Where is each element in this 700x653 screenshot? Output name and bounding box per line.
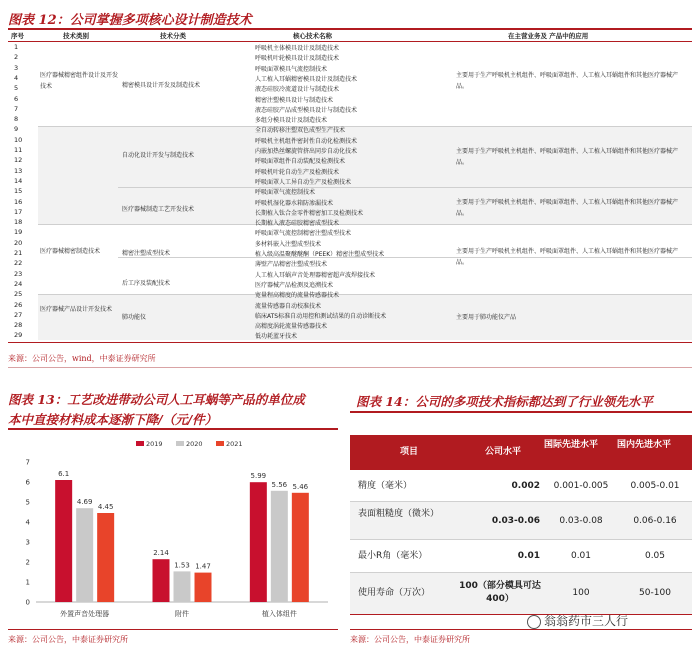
y-tick-label: 2 <box>25 558 30 567</box>
core-tech-name: 呼吸面罩气流控制技术 <box>255 189 316 197</box>
core-tech-name: 呼吸面罩气流控制精密注塑成型技术 <box>255 230 352 238</box>
core-tech-name: 高精度涡轮流量传感器技术 <box>255 323 328 331</box>
legend-label: 2021 <box>226 440 243 448</box>
x-tick-label: 植入体组件 <box>261 610 297 618</box>
row-number: 28 <box>14 321 23 330</box>
core-tech-name: 呼吸机湿化器水箱防渗漏技术 <box>255 199 334 207</box>
fig13-source: 来源：公司公告，中泰证券研究所 <box>8 635 128 644</box>
row-number: 20 <box>14 238 23 247</box>
row-domestic: 0.05 <box>644 551 666 561</box>
row-international: 0.001-0.005 <box>553 481 609 491</box>
row-number: 3 <box>14 63 19 72</box>
row-divider <box>8 342 692 343</box>
bar-value-label: 2.14 <box>153 549 169 558</box>
header-company: 公司水平 <box>484 447 521 457</box>
fig13-bottom-rule <box>8 629 338 630</box>
category-c: 医疗器械产品设计开发技术 <box>40 306 113 313</box>
core-tech-name: 呼吸面罩组件自动装配及检测技术 <box>255 158 346 166</box>
header-item: 项目 <box>399 447 418 457</box>
bar-value-label: 1.47 <box>195 562 211 571</box>
y-tick-label: 1 <box>25 578 30 587</box>
subclass-2: 自动化设计开发与制造技术 <box>122 152 195 159</box>
row-number: 1 <box>14 43 19 51</box>
core-tech-name: 多组分模具设计及制造技术 <box>255 117 328 125</box>
row-number: 19 <box>14 228 23 237</box>
fig13-title-rule <box>8 428 338 430</box>
bar-value-label: 6.1 <box>58 470 70 478</box>
core-tech-name: 内嵌加热丝螺旋管挤出同步自动化技术 <box>255 148 358 155</box>
bar <box>250 482 267 602</box>
fig14-header-row <box>350 435 692 470</box>
core-tech-name: 呼吸面罩模具气流控制技术 <box>255 65 328 73</box>
row-number: 16 <box>14 197 23 206</box>
y-tick-label: 6 <box>25 478 30 487</box>
application-1: 主要用于生产呼吸机主机组件、呼吸面罩组件、人工植入耳蜗组件和其他医疗器械产品。 <box>456 72 679 90</box>
row-number: 9 <box>14 125 19 134</box>
row-domestic: 50-100 <box>639 588 671 598</box>
fig12-source: 来源：公司公告，wind，中泰证券研究所 <box>8 354 156 363</box>
bar-value-label: 1.53 <box>174 561 190 570</box>
row-number: 4 <box>14 73 19 82</box>
category-a: 医疗器械精密组件设计及开发技术 <box>40 72 119 90</box>
y-tick-label: 3 <box>25 538 30 547</box>
row-number: 25 <box>14 290 23 299</box>
subclass-5: 后工序及装配技术 <box>122 280 171 287</box>
row-number: 13 <box>14 166 23 175</box>
header-index: 序号 <box>11 32 24 40</box>
bar <box>292 493 309 602</box>
row-item: 最小R角（毫米） <box>358 551 428 561</box>
row-company: 0.03-0.06 <box>491 516 540 526</box>
core-tech-name: 低功耗蓝牙技术 <box>255 333 298 341</box>
table-row <box>350 540 692 573</box>
core-tech-name: 流量传感器自动校准技术 <box>255 302 322 310</box>
bar <box>153 559 170 602</box>
core-tech-name: 宽量程高精度的流量传感器技术 <box>255 292 340 300</box>
row-number: 7 <box>14 104 19 113</box>
core-tech-name: 人工植入耳蜗声音处理器精密超声波焊接技术 <box>255 271 376 279</box>
bar-value-label: 5.46 <box>292 482 309 491</box>
row-divider <box>118 187 692 188</box>
fig12-table <box>8 42 692 345</box>
row-divider <box>38 294 692 295</box>
core-tech-name: 多材料嵌入注塑成型技术 <box>255 240 322 248</box>
legend-swatch <box>136 441 144 446</box>
watermark <box>527 612 628 629</box>
row-number: 18 <box>14 218 23 227</box>
subclass-4: 精密注塑成型技术 <box>122 250 171 257</box>
application-4: 主要用于生产呼吸机主机组件、呼吸面罩组件、人工植入耳蜗组件和其他医疗器械产品。 <box>456 248 679 266</box>
bar <box>271 491 288 602</box>
header-application: 在主营业务及 产品中的应用 <box>508 32 589 40</box>
row-number: 14 <box>14 176 23 185</box>
row-number: 23 <box>14 269 23 278</box>
row-divider <box>38 224 692 225</box>
row-company: 100（部分模具可达400） <box>459 581 541 604</box>
header-subclass: 技术分类 <box>160 32 186 40</box>
core-tech-name: 人工植入耳蜗精密模具设计及制造技术 <box>255 75 358 83</box>
row-domestic: 0.06-0.16 <box>633 516 677 526</box>
row-number: 22 <box>14 259 23 268</box>
fig12-title: 图表 12：公司掌握多项核心设计制造技术 <box>8 13 252 28</box>
core-tech-name: 液态硅胶冷流道设计与制造技术 <box>255 86 340 94</box>
row-number: 8 <box>14 115 19 124</box>
table-row <box>350 470 692 502</box>
fig12-bottom-rule <box>8 367 692 368</box>
y-tick-label: 4 <box>25 518 30 527</box>
legend-swatch <box>216 441 224 446</box>
row-domestic: 0.005-0.01 <box>630 481 680 491</box>
application-5: 主要用于肺功能仪产品 <box>456 314 517 321</box>
bar-value-label: 4.45 <box>97 503 114 511</box>
header-category: 技术类别 <box>63 32 89 40</box>
fig14-source: 来源：公司公告，中泰证券研究所 <box>350 635 470 644</box>
core-tech-name: 呼吸面罩人工异自动生产及检测技术 <box>255 178 352 186</box>
core-tech-name: 呼吸机主体模具设计及制造技术 <box>255 45 340 52</box>
header-domestic: 国内先进水平 <box>616 440 671 450</box>
category-b: 医疗器械精密制造技术 <box>40 248 101 255</box>
fig13-title-line2: 本中直接材料成本逐渐下降/（元/件） <box>8 412 218 427</box>
row-company: 0.002 <box>511 481 540 491</box>
x-tick-label: 外置声音处理器 <box>60 610 110 618</box>
core-tech-name: 医疗器械产品检测及追溯技术 <box>255 281 334 289</box>
bar <box>55 480 72 602</box>
core-tech-name: 植入级高温聚醚醚酮（PEEK）精密注塑成型技术 <box>255 251 385 258</box>
core-tech-name: 长期植入钛合金零件精密加工及检测技术 <box>255 209 364 217</box>
fig14-bottom-rule <box>350 629 692 630</box>
row-number: 2 <box>14 53 19 62</box>
fig14-title: 图表 14：公司的多项技术指标都达到了行业领先水平 <box>356 394 653 409</box>
core-tech-name: 呼吸机叶轮模具设计及制造技术 <box>255 55 340 63</box>
y-tick-label: 7 <box>25 458 30 467</box>
core-tech-name: 呼吸机叶轮自动生产及检测技术 <box>255 168 340 176</box>
application-3: 主要用于生产呼吸机主机组件、呼吸面罩组件、人工植入耳蜗组件和其他医疗器械产品。 <box>456 199 679 217</box>
row-number: 21 <box>14 249 23 257</box>
row-number: 29 <box>14 331 23 340</box>
row-number: 15 <box>14 187 23 196</box>
wechat-icon <box>527 615 541 629</box>
bar-value-label: 5.99 <box>250 472 267 481</box>
core-tech-name: 薄壁产品精密注塑成型技术 <box>255 261 328 269</box>
core-tech-name: 精密注塑模具设计与制造技术 <box>255 96 334 104</box>
row-number: 5 <box>14 84 19 93</box>
row-number: 10 <box>14 135 23 144</box>
core-tech-name: 临床ATS标准自动用控和测试结果的自动诊断技术 <box>255 312 387 320</box>
watermark-text: 翁翁药市三人行 <box>544 614 629 628</box>
subclass-1: 精密模具设计开发及制造技术 <box>122 82 201 89</box>
row-international: 0.01 <box>570 551 592 561</box>
legend-label: 2020 <box>186 440 203 448</box>
header-international: 国际先进水平 <box>543 440 598 450</box>
x-tick-label: 附件 <box>175 610 189 618</box>
bar-value-label: 4.69 <box>76 498 93 507</box>
row-number: 24 <box>14 279 23 288</box>
legend-label: 2019 <box>146 440 163 448</box>
header-core-tech: 核心技术名称 <box>293 32 332 40</box>
fig13-chart <box>8 434 338 624</box>
row-divider <box>38 126 692 127</box>
row-number: 6 <box>14 94 19 103</box>
bar-value-label: 5.56 <box>271 480 288 489</box>
table-row <box>350 573 692 615</box>
bar <box>76 508 93 602</box>
row-international: 100 <box>572 588 590 598</box>
subclass-3: 医疗器械制造工艺开发技术 <box>122 206 195 213</box>
bar <box>174 571 191 602</box>
table-row <box>350 502 692 540</box>
row-number: 27 <box>14 310 23 319</box>
subclass-6: 肺功能仪 <box>122 314 147 321</box>
core-tech-name: 液态硅胶产品成型模具设计与制造技术 <box>255 106 358 114</box>
y-tick-label: 0 <box>25 598 30 607</box>
core-tech-name: 长期植入液态硅胶精密成型技术 <box>255 220 340 228</box>
y-tick-label: 5 <box>25 498 30 507</box>
legend-swatch <box>176 441 184 446</box>
core-tech-name: 呼吸机主机组件密封性自动化检测技术 <box>255 137 358 145</box>
row-company: 0.01 <box>517 551 540 561</box>
bar <box>97 513 114 602</box>
fig13-title-line1: 图表 13：工艺改进带动公司人工耳蜗等产品的单位成 <box>8 392 305 407</box>
row-number: 26 <box>14 300 23 309</box>
application-2: 主要用于生产呼吸机主机组件、呼吸面罩组件、人工植入耳蜗组件和其他医疗器械产品。 <box>456 148 679 166</box>
row-number: 12 <box>14 156 23 165</box>
row-item: 精度（毫米） <box>358 481 413 491</box>
row-item: 使用寿命（万次） <box>358 588 431 598</box>
row-item: 表面粗糙度（微米） <box>358 509 440 519</box>
fig12-table-header <box>8 30 692 42</box>
row-number: 11 <box>14 146 23 154</box>
bar <box>195 573 212 602</box>
row-international: 0.03-0.08 <box>559 516 603 526</box>
core-tech-name: 全自动转移注塑双色成型生产技术 <box>255 127 346 135</box>
row-number: 17 <box>14 207 23 216</box>
fig14-title-rule <box>350 411 692 413</box>
